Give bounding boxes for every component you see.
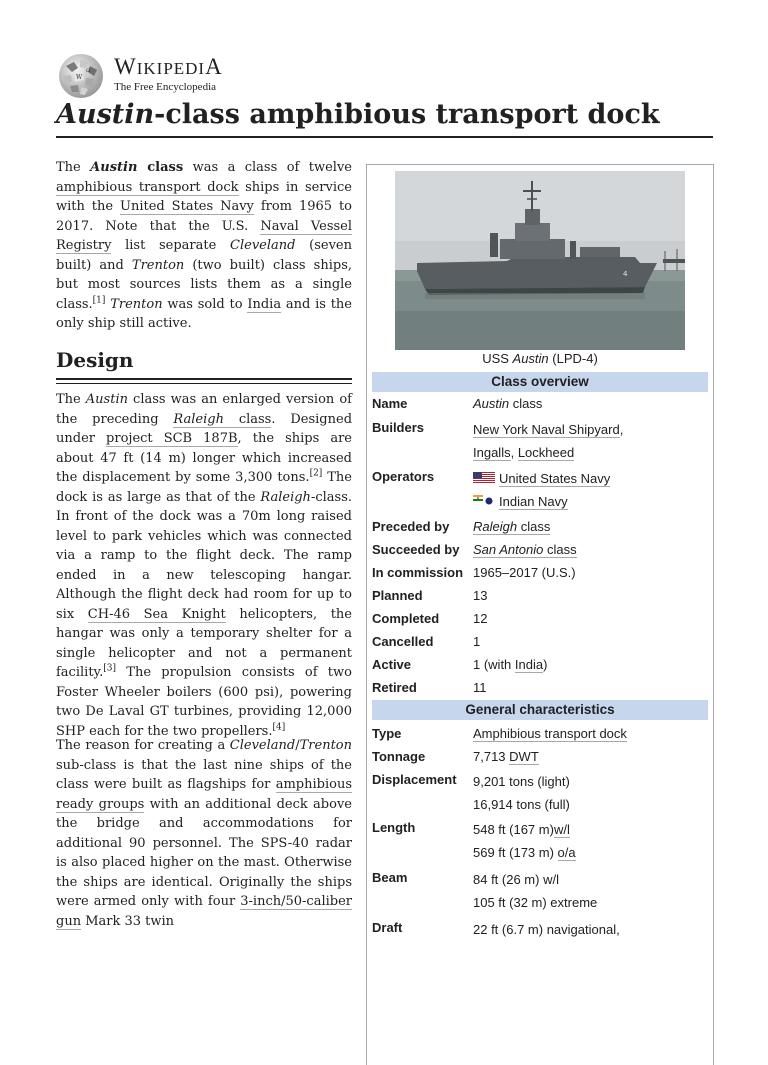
link-new-york-naval-shipyard[interactable]: New York Naval Shipyard	[473, 422, 620, 437]
section-heading-design: Design	[56, 346, 352, 380]
link-raleigh-class-infobox[interactable]: Raleigh class	[473, 519, 551, 534]
design-paragraph-1: The Austin class was an enlarged version of the preceding Raleigh class. Designed under project SCB 187B, the ships are about 47 ft (14 m) longer which increased the displacement by some 3,300 tons.[2] The dock is as large as that of the Raleigh-class. In front of the dock was a 70m long raised level to park vehicles which was connected via a ramp to the flight deck. The ramp ended in a new telescoping hangar. Although the flight deck had room for up to six CH-46 Sea Knight helicopters, the hangar was only a temporary shelter for a single helicopter and not a permanent facility.[3] The propulsion consists of two Foster Wheeler boilers (600 psi), powering two De Laval GT turbines, providing 12,000 SHP each for the two propellers.[4]	[56, 392, 353, 739]
link-3-inch-50-caliber-gun[interactable]: 3-inch/50-caliber gun	[56, 894, 352, 929]
svg-text:Ω: Ω	[86, 68, 91, 74]
svg-text:W: W	[76, 74, 83, 81]
link-raleigh-class[interactable]: Raleigh class	[173, 411, 272, 427]
link-overall-length[interactable]: o/a	[557, 845, 576, 860]
page-title: Austin-class amphibious transport dock	[56, 96, 713, 138]
link-india-active[interactable]: India	[514, 657, 544, 672]
link-united-states-navy-operator[interactable]: United States Navy	[499, 471, 611, 486]
indian-navy-ensign-icon	[473, 495, 495, 507]
site-name: WIKIPEDIA	[114, 54, 223, 79]
link-ingalls[interactable]: Ingalls	[473, 445, 511, 460]
site-tagline: The Free Encyclopedia	[114, 81, 217, 93]
us-flag-icon	[473, 472, 495, 484]
link-amphibious-ready-groups[interactable]: amphibious ready groups	[56, 777, 352, 812]
infobox: 4 USS Austin (LPD-4) Class overview Name Austin class Builders New York Naval Shipyard, Ingalls, Lockheed Operators United States Navy Indian Navy Preceded by Raleigh class Succeeded by San Antonio class In commission 1965–2017 (U.S.) Planned 13 Completed 12 Cancelled 1 Active 1 (with India) Retired 11 General characteristics Type Amphibious transport dock Tonnage 7,713 DWT Displacement 9,201 tons (light) 16,914 tons (full) Length 548 ft (167 m)w/l 569 ft (173 m) o/a Beam 84 ft (26 m) w/l 105 ft (32 m) extreme Draft 22 ft (6.7 m) navigational,	[366, 164, 714, 1065]
link-amphibious-transport-dock-type[interactable]: Amphibious transport dock	[473, 726, 627, 741]
svg-text:4: 4	[623, 270, 628, 278]
link-naval-vessel-registry[interactable]: Naval Vessel Registry	[56, 218, 353, 253]
link-india[interactable]: India	[247, 296, 282, 312]
reference-4[interactable]: [4]	[272, 722, 286, 733]
link-lockheed[interactable]: Lockheed	[517, 445, 575, 460]
reference-2[interactable]: [2]	[309, 468, 323, 479]
section-header-class-overview: Class overview	[372, 372, 708, 392]
link-waterline[interactable]: w/l	[553, 822, 570, 837]
link-dwt[interactable]: DWT	[509, 749, 539, 764]
link-ch-46-sea-knight[interactable]: CH-46 Sea Knight	[87, 606, 226, 622]
reference-1[interactable]: [1]	[92, 295, 106, 306]
link-amphibious-transport-dock[interactable]: amphibious transport dock	[56, 179, 239, 195]
wikipedia-globe-logo[interactable]	[56, 52, 106, 100]
image-caption: USS Austin (LPD-4)	[482, 351, 598, 366]
design-paragraph-2: The reason for creating a Cleveland/Trenton sub-class is that the last nine ships of the class were built as flagships for amphibious ready groups with an additional deck above the bridge and accommodations for additional 90 personnel. The SPS-40 radar is also placed higher on the mast. Otherwise the ships are identical. Originally the ships were armed only with four 3-inch/50-caliber gun Mark 33 twin	[56, 738, 352, 929]
link-united-states-navy[interactable]: United States Navy	[120, 199, 254, 214]
reference-3[interactable]: [3]	[103, 663, 117, 674]
link-san-antonio-class[interactable]: San Antonio class	[473, 542, 577, 557]
link-indian-navy[interactable]: Indian Navy	[499, 494, 568, 509]
intro-paragraph: The Austin class was a class of twelve amphibious transport dock ships in service with the United States Navy from 1965 to 2017. Note that the U.S. Naval Vessel Registry list separate Cleveland (seven built) and Trenton (two built) class ships, but most sources lists them as a single class.[1] Trenton was sold to India and is the only ship still active.	[56, 160, 353, 331]
section-header-general-characteristics: General characteristics	[372, 700, 708, 720]
wikipedia-wordmark[interactable]	[114, 56, 223, 93]
ship-photo[interactable]	[395, 171, 685, 350]
link-project-scb-187b[interactable]: project SCB 187B	[106, 431, 238, 446]
